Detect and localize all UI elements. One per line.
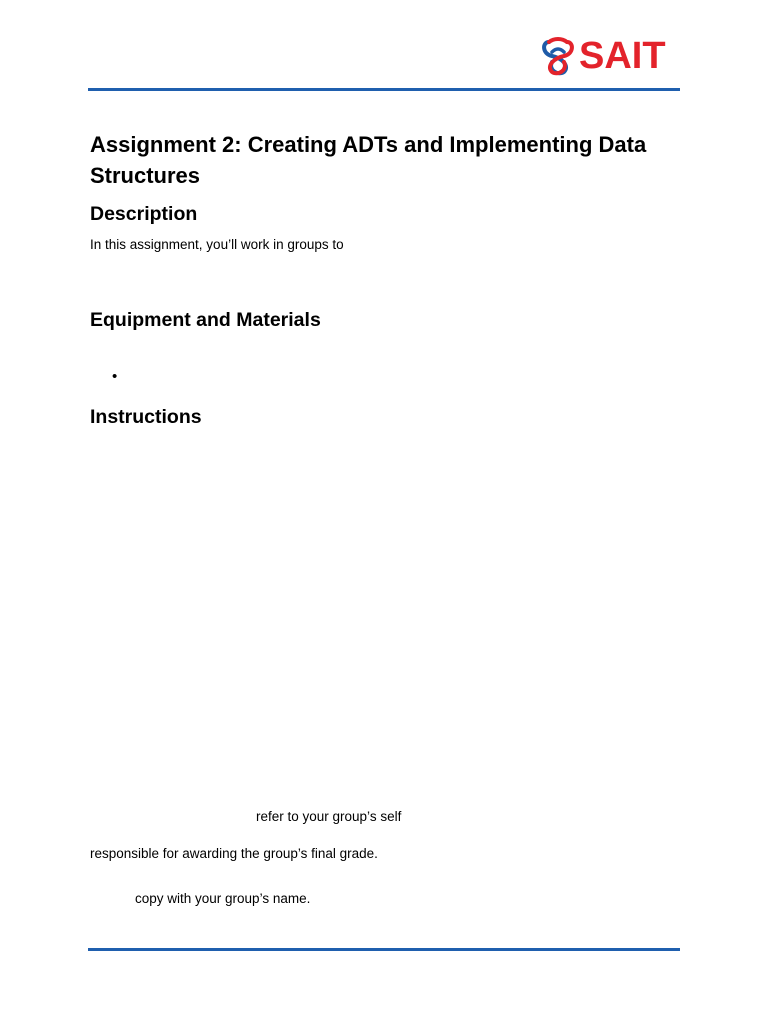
document-title: Assignment 2: Creating ADTs and Implementing Data Structures	[90, 132, 647, 188]
footer-divider	[88, 948, 680, 951]
description-heading: Description	[90, 203, 198, 225]
header-divider	[88, 88, 680, 91]
instructions-heading: Instructions	[90, 406, 202, 428]
sait-knot-logo-icon	[540, 36, 576, 76]
instructions-fragment-refer: refer to your group’s self	[256, 809, 402, 824]
instructions-fragment-responsible: responsible for awarding the group’s final grade.	[90, 846, 378, 861]
sait-logo	[540, 36, 666, 76]
instructions-fragment-copy: copy with your group’s name.	[135, 891, 311, 906]
equipment-heading: Equipment and Materials	[90, 309, 321, 331]
description-text: In this assignment, you’ll work in groups to	[90, 237, 344, 252]
logo-text: SAIT	[579, 35, 666, 77]
equipment-bullet: •	[112, 368, 118, 385]
